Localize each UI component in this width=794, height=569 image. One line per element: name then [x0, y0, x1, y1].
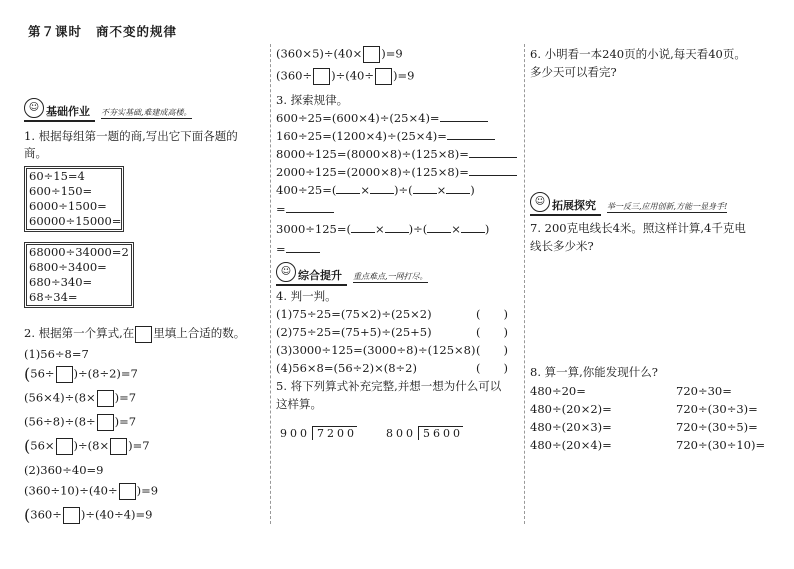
section-motto: 举一反三,应用创新,方能一显身手! [607, 202, 728, 211]
equation: 6000÷1500= [29, 199, 107, 213]
answer-box[interactable] [313, 68, 330, 85]
q6-prompt: 多少天可以看完? [530, 65, 617, 79]
answer-box[interactable] [97, 390, 114, 407]
judgment-paren[interactable]: ( ) [476, 343, 508, 357]
equation: 68000÷34000=2 [29, 245, 129, 259]
equation: 6800÷3400= [29, 260, 107, 274]
q2-part2-head: (2)360÷40=9 [24, 463, 104, 477]
answer-blank[interactable] [469, 164, 517, 176]
q2-item: (56×4)÷(8× )=7 [24, 390, 136, 407]
q3-prompt: 3. 探索规律。 [276, 93, 349, 107]
answer-box[interactable] [63, 507, 80, 524]
answer-blank[interactable] [370, 182, 394, 194]
section-basic [24, 102, 192, 122]
q8-left: 480÷(20×3)= [530, 420, 612, 434]
q2-item: (360×5)÷(40× )=9 [276, 46, 403, 63]
answer-blank[interactable] [446, 182, 470, 194]
q2-item: (360÷ )÷(40÷4)=9 [24, 505, 153, 525]
lesson-topic: 商不变的规律 [96, 24, 178, 39]
mascot-icon: ☺ [530, 192, 550, 212]
answer-blank[interactable] [447, 128, 495, 140]
equation: 680÷340= [29, 275, 93, 289]
q2-item: (360÷ )÷(40÷ )=9 [276, 68, 414, 85]
answer-blank[interactable] [351, 221, 375, 233]
equation: 60000÷15000= [29, 214, 122, 228]
judgment-paren[interactable]: ( ) [476, 307, 508, 321]
q8-right: 720÷(30÷3)= [676, 402, 758, 416]
q8-right: 720÷(30÷5)= [676, 420, 758, 434]
section-comprehensive [276, 266, 428, 286]
q5-prompt: 这样算。 [276, 397, 322, 411]
section-label: 拓展探究 [552, 199, 596, 212]
q1-group-2 [24, 242, 134, 308]
q6-prompt: 6. 小明看一本240页的小说,每天看40页。 [530, 47, 746, 61]
q4-item: (2)75÷25=(75+5)÷(25+5) ( ) [276, 325, 508, 339]
equation: 600÷150= [29, 184, 93, 198]
q3-line: 400÷25=( × )÷( × ) [276, 183, 475, 197]
q3-line: 600÷25=(600×4)÷(25×4)= [276, 110, 488, 125]
q3-line: = [276, 201, 334, 216]
q5-prompt: 5. 将下列算式补充完整,并想一想为什么可以 [276, 379, 502, 393]
equation: 68÷34= [29, 290, 78, 304]
q8-right: 720÷(30÷10)= [676, 438, 766, 452]
answer-blank[interactable] [286, 201, 334, 213]
answer-blank[interactable] [461, 221, 485, 233]
answer-blank[interactable] [286, 241, 320, 253]
answer-box[interactable] [363, 46, 380, 63]
q2-item: (360÷10)÷(40÷ )=9 [24, 483, 158, 500]
q8-left: 480÷(20×4)= [530, 438, 612, 452]
answer-blank[interactable] [427, 221, 451, 233]
q1-prompt: 1. 根据每组第一题的商,写出它下面各题的 [24, 129, 238, 143]
q3-line: 8000÷125=(8000×8)÷(125×8)= [276, 146, 517, 161]
lesson-number: 第７课时 [28, 24, 83, 39]
section-label: 基础作业 [46, 105, 90, 118]
q8-prompt: 8. 算一算,你能发现什么? [530, 365, 658, 379]
q2-item: (56× )÷(8× )=7 [24, 436, 150, 456]
judgment-paren[interactable]: ( ) [476, 361, 508, 375]
q4-item: (4)56×8=(56÷2)×(8÷2) ( ) [276, 361, 508, 375]
q2-item: (56÷8)÷(8÷ )=7 [24, 414, 136, 431]
answer-box[interactable] [119, 483, 136, 500]
q1-prompt: 商。 [24, 146, 47, 160]
q3-line: = [276, 241, 320, 256]
answer-blank[interactable] [385, 221, 409, 233]
answer-blank[interactable] [413, 182, 437, 194]
q8-left: 480÷(20×2)= [530, 402, 612, 416]
equation: 60÷15=4 [29, 169, 85, 183]
answer-blank[interactable] [440, 110, 488, 122]
answer-box[interactable] [135, 326, 152, 343]
q8-right: 720÷30= [676, 384, 732, 398]
q8-left: 480÷20= [530, 384, 586, 398]
answer-box[interactable] [375, 68, 392, 85]
judgment-paren[interactable]: ( ) [476, 325, 508, 339]
long-division-2: 800 5600 [386, 427, 463, 440]
q3-line: 3000÷125=( × )÷( × ) [276, 222, 490, 236]
column-divider [524, 44, 525, 524]
q2-prompt: 2. 根据第一个算式,在 里填上合适的数。 [24, 325, 245, 343]
section-extension [530, 196, 727, 216]
answer-box[interactable] [56, 366, 73, 383]
q2-item: (56÷ )÷(8÷2)=7 [24, 364, 138, 384]
q2-part1-head: (1)56÷8=7 [24, 347, 89, 361]
section-motto: 不夯实基础,难建成高楼。 [101, 108, 192, 117]
mascot-icon: ☺ [276, 262, 296, 282]
q1-group-1 [24, 166, 124, 232]
q3-line: 160÷25=(1200×4)÷(25×4)= [276, 128, 495, 143]
q7-prompt: 7. 200克电线长4米。照这样计算,4千克电 [530, 221, 746, 235]
answer-box[interactable] [97, 414, 114, 431]
q4-item: (3)3000÷125=(3000÷8)÷(125×8)( ) [276, 343, 508, 357]
answer-box[interactable] [110, 438, 127, 455]
column-divider [270, 44, 271, 524]
answer-blank[interactable] [469, 146, 517, 158]
mascot-icon: ☺ [24, 98, 44, 118]
section-label: 综合提升 [298, 269, 342, 282]
q4-prompt: 4. 判一判。 [276, 289, 337, 303]
page-title [28, 22, 177, 40]
answer-box[interactable] [56, 438, 73, 455]
answer-blank[interactable] [336, 182, 360, 194]
q3-line: 2000÷125=(2000×8)÷(125×8)= [276, 164, 517, 179]
q4-item: (1)75÷25=(75×2)÷(25×2) ( ) [276, 307, 508, 321]
q7-prompt: 线长多少米? [530, 239, 594, 253]
long-division-1: 900 7200 [280, 427, 357, 440]
section-motto: 重点难点,一网打尽。 [353, 272, 428, 281]
